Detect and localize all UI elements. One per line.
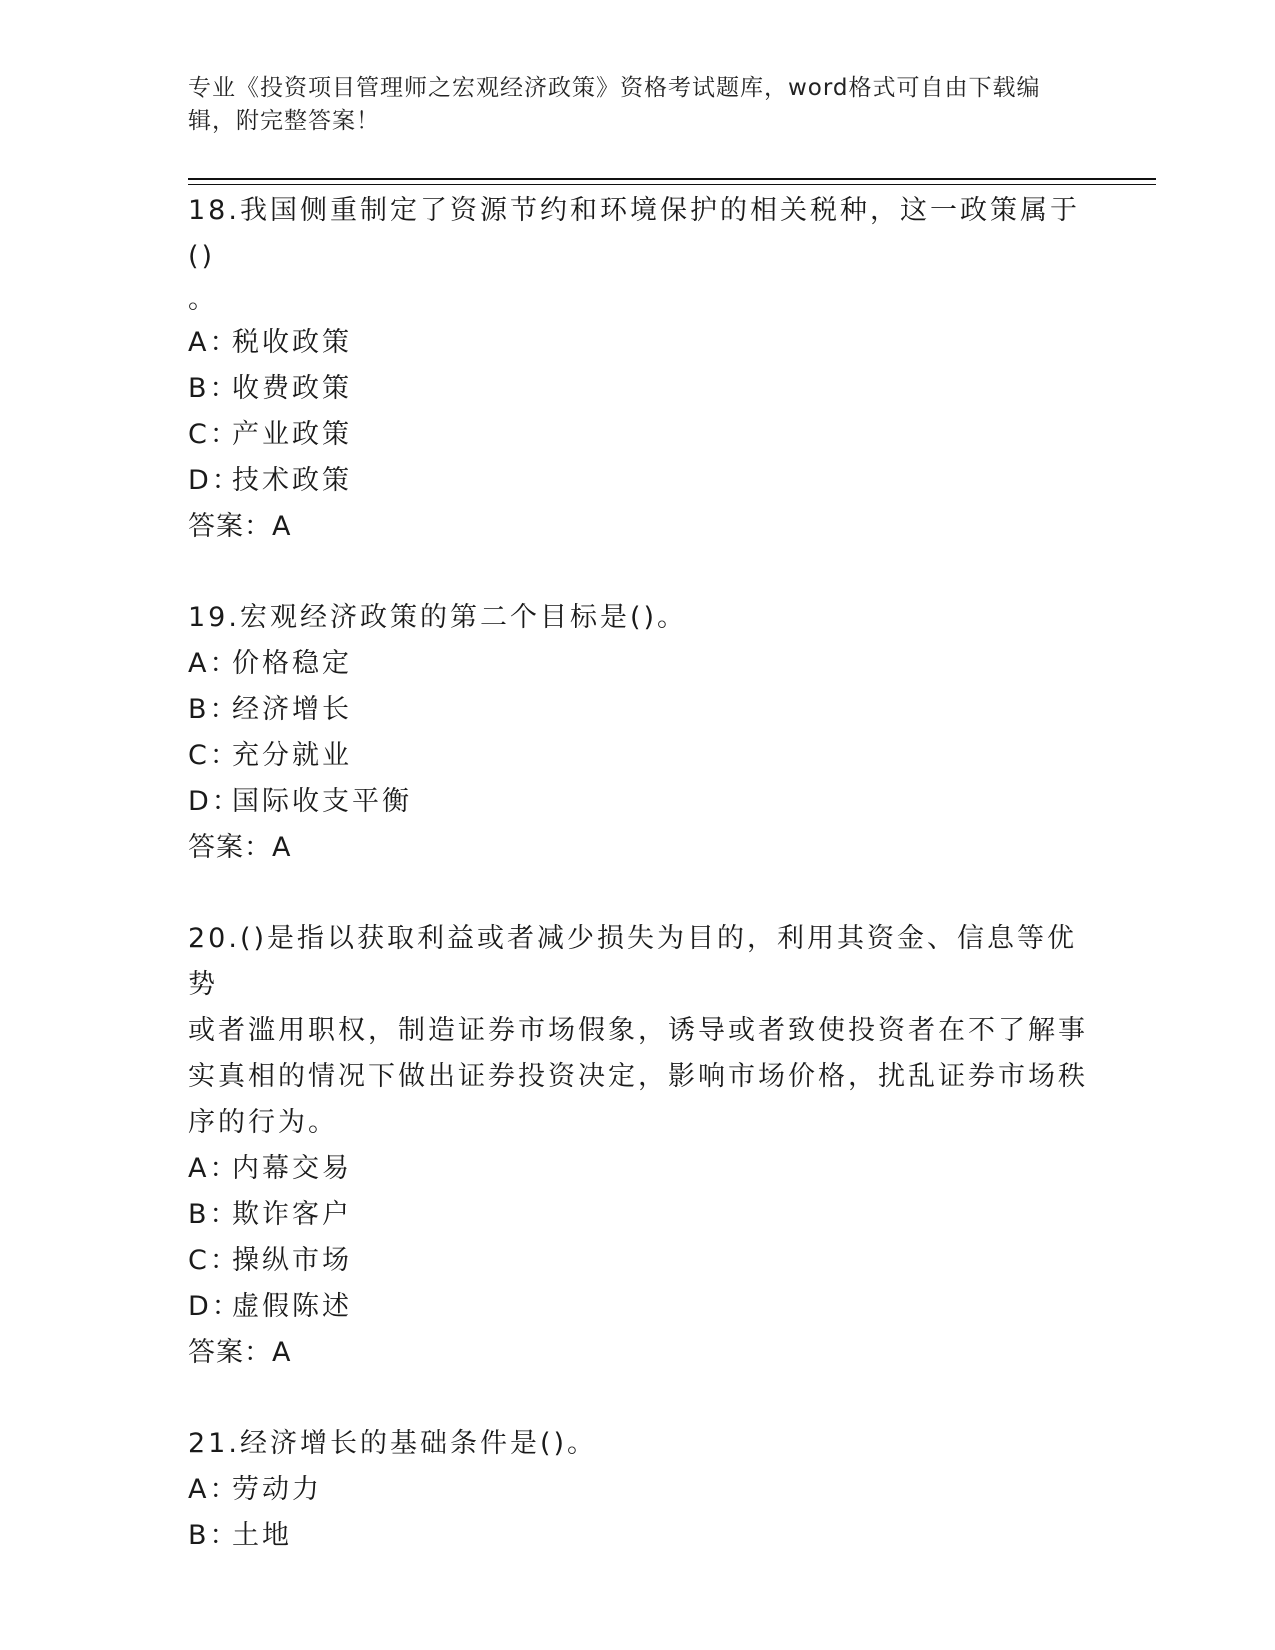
option-letter: C： bbox=[188, 419, 240, 450]
question-19 bbox=[188, 595, 1088, 871]
option-letter: A： bbox=[188, 1153, 240, 1184]
option-text: 技术政策 bbox=[232, 465, 352, 496]
question-stem: 21.经济增长的基础条件是()。 bbox=[188, 1428, 598, 1459]
option-text: 劳动力 bbox=[232, 1474, 322, 1505]
option-letter: D： bbox=[188, 465, 242, 496]
option-b bbox=[188, 366, 1088, 412]
option-text: 土地 bbox=[232, 1520, 292, 1551]
option-letter: B： bbox=[188, 373, 240, 404]
option-text: 价格稳定 bbox=[232, 648, 352, 679]
answer-line: 答案：A bbox=[188, 1337, 292, 1368]
document-header bbox=[188, 72, 1068, 138]
option-d bbox=[188, 1284, 1088, 1330]
question-20 bbox=[188, 916, 1088, 1376]
header-title-line-1: 专业《投资项目管理师之宏观经济政策》资格考试题库，word格式可自由下载编 bbox=[188, 75, 1041, 101]
option-a bbox=[188, 641, 1088, 687]
spacer bbox=[188, 550, 1088, 595]
question-18 bbox=[188, 188, 1088, 550]
question-stem-continuation: 。 bbox=[188, 284, 218, 315]
option-text: 国际收支平衡 bbox=[232, 786, 412, 817]
option-b bbox=[188, 1513, 1088, 1559]
option-text: 欺诈客户 bbox=[232, 1199, 352, 1230]
spacer bbox=[188, 871, 1088, 916]
question-stem-continuation: 或者滥用职权，制造证券市场假象，诱导或者致使投资者在不了解事 bbox=[188, 1015, 1088, 1046]
option-d bbox=[188, 779, 1088, 825]
option-b bbox=[188, 687, 1088, 733]
option-letter: D： bbox=[188, 1291, 242, 1322]
option-c bbox=[188, 1238, 1088, 1284]
option-letter: B： bbox=[188, 694, 240, 725]
header-title-line-2: 辑，附完整答案！ bbox=[188, 108, 380, 134]
option-text: 收费政策 bbox=[232, 373, 352, 404]
option-text: 充分就业 bbox=[232, 740, 352, 771]
option-text: 内幕交易 bbox=[232, 1153, 352, 1184]
option-text: 经济增长 bbox=[232, 694, 352, 725]
option-b bbox=[188, 1192, 1088, 1238]
spacer bbox=[188, 1376, 1088, 1421]
answer-line: 答案：A bbox=[188, 511, 292, 542]
option-letter: A： bbox=[188, 327, 240, 358]
option-letter: A： bbox=[188, 648, 240, 679]
header-divider-thin bbox=[188, 184, 1156, 185]
option-letter: B： bbox=[188, 1520, 240, 1551]
option-letter: C： bbox=[188, 1245, 240, 1276]
question-list bbox=[188, 188, 1088, 1559]
option-text: 产业政策 bbox=[232, 419, 352, 450]
question-21 bbox=[188, 1421, 1088, 1559]
option-text: 税收政策 bbox=[232, 327, 352, 358]
header-divider-thick bbox=[188, 178, 1156, 180]
option-letter: B： bbox=[188, 1199, 240, 1230]
question-stem: 20.()是指以获取利益或者减少损失为目的，利用其资金、信息等优势 bbox=[188, 923, 1078, 1000]
option-c bbox=[188, 733, 1088, 779]
option-letter: D： bbox=[188, 786, 242, 817]
question-stem-continuation: 实真相的情况下做出证券投资决定，影响市场价格，扰乱证券市场秩 bbox=[188, 1061, 1088, 1092]
option-text: 操纵市场 bbox=[232, 1245, 352, 1276]
question-stem: 18.我国侧重制定了资源节约和环境保护的相关税种，这一政策属于() bbox=[188, 195, 1080, 272]
option-a bbox=[188, 1146, 1088, 1192]
option-c bbox=[188, 412, 1088, 458]
option-text: 虚假陈述 bbox=[232, 1291, 352, 1322]
option-a bbox=[188, 1467, 1088, 1513]
option-letter: A： bbox=[188, 1474, 240, 1505]
option-d bbox=[188, 458, 1088, 504]
answer-line: 答案：A bbox=[188, 832, 292, 863]
option-letter: C： bbox=[188, 740, 240, 771]
question-stem: 19.宏观经济政策的第二个目标是()。 bbox=[188, 602, 688, 633]
question-stem-continuation: 序的行为。 bbox=[188, 1107, 338, 1138]
option-a bbox=[188, 320, 1088, 366]
